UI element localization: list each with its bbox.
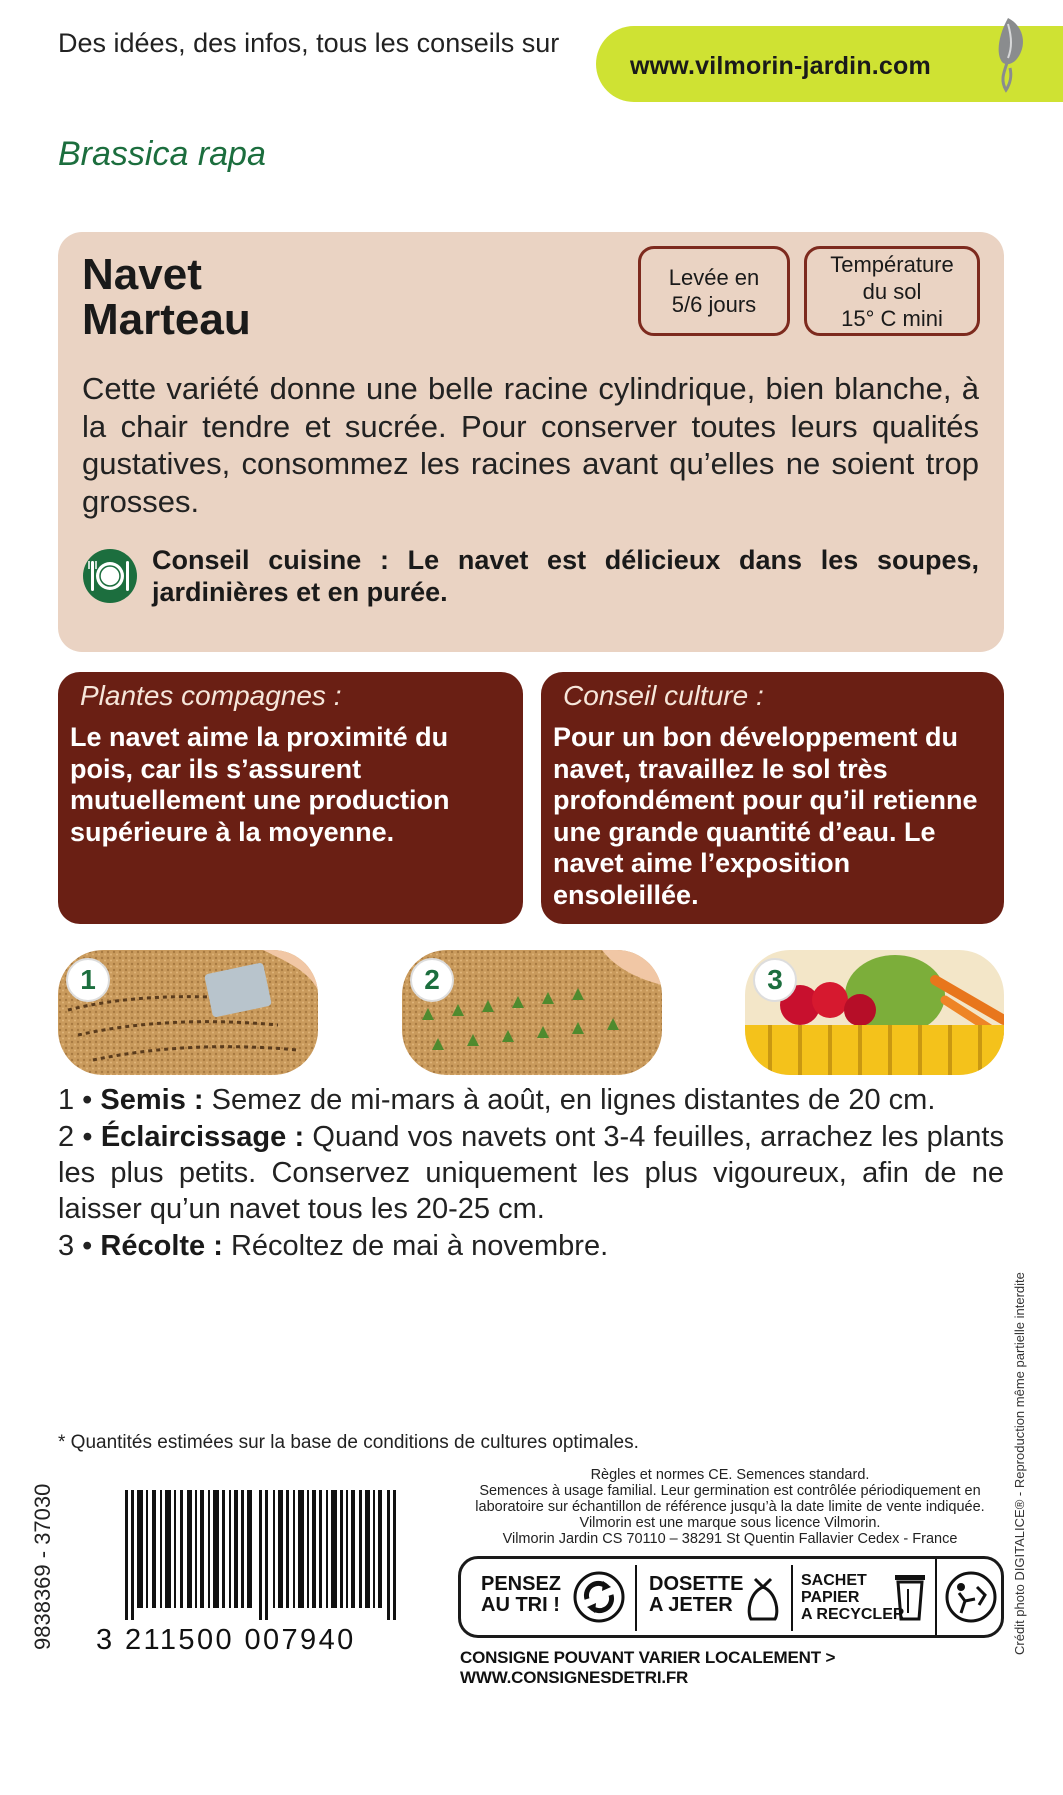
temperature-badge-line1: Température (830, 251, 954, 277)
step-1-number: 1 (66, 958, 110, 1002)
consigne-text: CONSIGNE POUVANT VARIER LOCALEMENT > WWW.CONSIGNESDETRI.FR (460, 1648, 836, 1687)
temperature-badge-line2: du sol (862, 278, 922, 304)
temperature-badge (804, 246, 980, 336)
triman-logo-icon (945, 1571, 997, 1623)
legal-line: Semences à usage familial. Leur germination est contrôlée périodiquement en laboratoire sur échantillon de référence jusqu’à la date limite de vente indiquée. (475, 1483, 985, 1515)
product-name-line2: Marteau (82, 295, 251, 344)
companion-heading: Plantes compagnes : (80, 680, 342, 711)
legal-line: Règles et normes CE. Semences standard. (590, 1467, 870, 1483)
companion-plants-box (58, 672, 523, 924)
legal-line: Vilmorin Jardin CS 70110 – 38291 St Quentin Fallavier Cedex - France (502, 1531, 958, 1547)
legal-line: Vilmorin est une marque sous licence Vilmorin. (579, 1515, 881, 1531)
plate-cutlery-icon (82, 548, 138, 604)
cooking-tip: Conseil cuisine : Le navet est délicieux dans les soupes, jardinières et en purée. (152, 545, 979, 607)
culture-tip-box (541, 672, 1004, 924)
culture-text: Pour un bon développement du navet, travaillez le sol très profondément pour qu’il retienne une grande quantité d’eau. Le navet aime l’exposition ensoleillée. (553, 722, 978, 910)
step-1-label: Semis : (100, 1084, 204, 1116)
step-1-sowing-image (58, 950, 318, 1075)
barcode-digits: 3 211500 007940 (96, 1624, 356, 1656)
divider (791, 1565, 793, 1631)
germination-badge (638, 246, 790, 336)
trash-bag-icon (743, 1573, 783, 1623)
barcode (125, 1490, 405, 1620)
website-link[interactable]: www.vilmorin-jardin.com (630, 52, 931, 80)
steps-instructions (58, 1082, 1004, 1265)
photo-credit: Crédit photo DIGITALICE® - Reproduction même partielle interdite (1012, 1272, 1027, 1655)
recycle-arrows-icon (573, 1571, 625, 1623)
step-3-harvest-image (745, 950, 1004, 1075)
step-3-label: Récolte : (100, 1230, 223, 1262)
divider (635, 1565, 637, 1631)
step-1-text: 1 • Semis : Semez de mi-mars à août, en lignes distantes de 20 cm. (58, 1084, 936, 1116)
step-2-number: 2 (410, 958, 454, 1002)
step-2-thinning-image (402, 950, 662, 1075)
step-2-label: Éclaircissage : (100, 1121, 305, 1153)
germination-badge-line2: 5/6 jours (671, 292, 757, 317)
product-title (82, 252, 251, 342)
germination-badge-line1: Levée en (668, 265, 760, 290)
divider (935, 1559, 937, 1635)
pensez-au-tri-label: PENSEZ AU TRI ! (481, 1573, 562, 1616)
dosette-label: DOSETTE A JETER (649, 1573, 744, 1616)
product-name-line1: Navet (82, 250, 202, 299)
triman-recycling-panel (458, 1556, 1004, 1638)
footnote: * Quantités estimées sur la base de conditions de cultures optimales. (58, 1432, 639, 1453)
sachet-papier-label: SACHET PAPIER A RECYCLER (801, 1572, 905, 1623)
latin-name: Brassica rapa (58, 135, 266, 173)
header-intro: Des idées, des infos, tous les conseils sur (58, 28, 560, 58)
step-3-number: 3 (753, 958, 797, 1002)
temperature-badge-line3: 15° C mini (841, 305, 943, 331)
product-description: Cette variété donne une belle racine cylindrique, bien blanche, à la chair tendre et sucrée. Pour conserver toutes leurs qualités gustatives, consommez les racines avant qu’elles ne soient trop grosses. (82, 371, 979, 519)
step-3-text: 3 • Récolte : Récoltez de mai à novembre. (58, 1230, 609, 1262)
culture-heading: Conseil culture : (563, 680, 764, 711)
recycling-bin-icon (891, 1571, 929, 1623)
step-2-text: 2 • Éclaircissage : Quand vos navets ont 3-4 feuilles, arrachez les plants les plus petits. Conservez uniquement les plus vigoureux, afin de ne laisser qu’un navet tous les 20-25 cm. (58, 1121, 1004, 1225)
companion-text: Le navet aime la proximité du pois, car ils s’assurent mutuellement une production supérieure à la moyenne. (70, 722, 450, 847)
legal-notice (450, 1467, 1010, 1547)
vilmorin-leaf-icon (986, 14, 1030, 94)
product-code: 9838369 - 37030 (30, 1483, 55, 1650)
